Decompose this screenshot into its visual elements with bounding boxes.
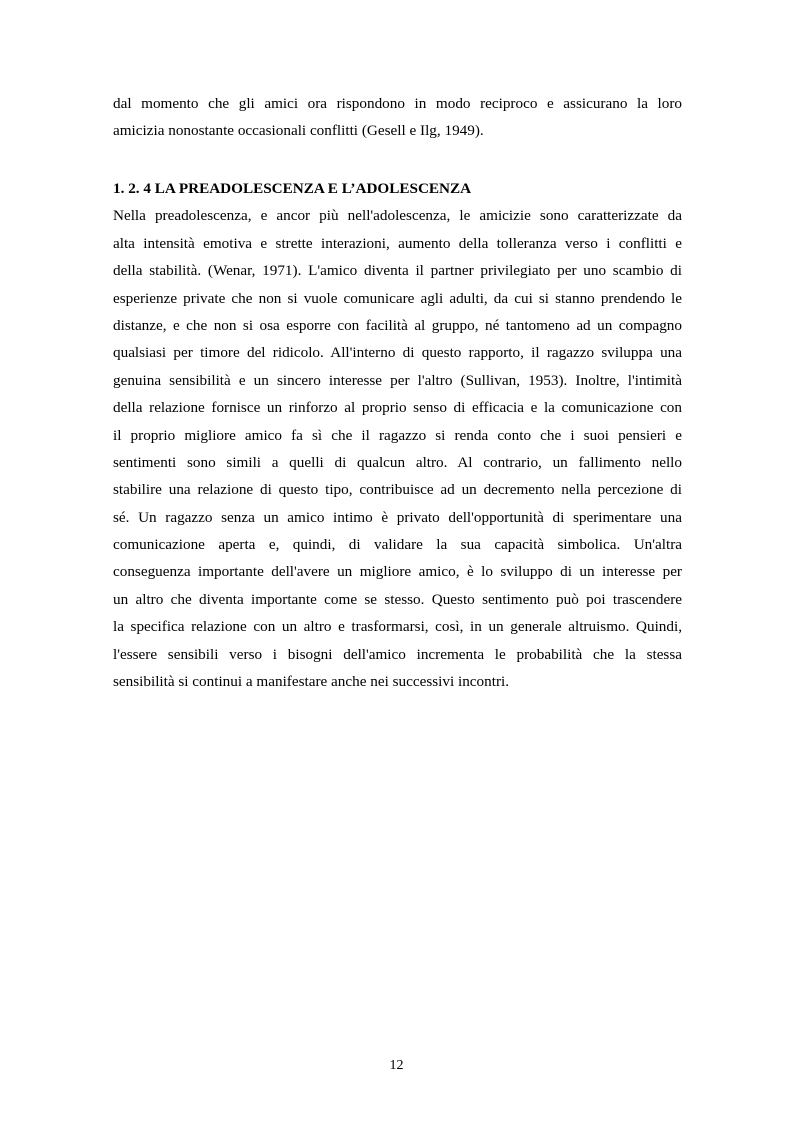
paragraph-line: Nella preadolescenza, e ancor più nell'adolescenza, le amicizie sono caratterizzate da bbox=[113, 207, 682, 225]
paragraph-line: un altro che diventa importante come se stesso. Questo sentimento può poi trascendere bbox=[113, 590, 682, 608]
paragraph-line: dal momento che gli amici ora rispondono in modo reciproco e assicurano la loro bbox=[113, 95, 682, 112]
page-number: 12 bbox=[389, 1058, 404, 1073]
paragraph-line: genuina sensibilità e un sincero interesse per l'altro (Sullivan, 1953). Inoltre, l'intimità bbox=[113, 371, 682, 389]
paragraph-line: comunicazione aperta e, quindi, di validare la sua capacità simbolica. Un'altra bbox=[113, 536, 682, 554]
paragraph-line: la specifica relazione con un altro e trasformarsi, così, in un generale altruismo. Quindi, bbox=[113, 618, 682, 636]
paragraph-line: della relazione fornisce un rinforzo al proprio senso di efficacia e la comunicazione con bbox=[113, 399, 682, 417]
paragraph-line: esperienze private che non si vuole comunicare agli adulti, da cui si stanno prendendo le bbox=[113, 289, 682, 307]
paragraph-line: il proprio migliore amico fa sì che il ragazzo si renda conto che i suoi pensieri e bbox=[113, 426, 682, 444]
paragraph-line: della stabilità. (Wenar, 1971). L'amico diventa il partner privilegiato per uno scambio di bbox=[113, 262, 682, 280]
paragraph-line: conseguenza importante dell'avere un migliore amico, è lo sviluppo di un interesse per bbox=[113, 563, 682, 581]
section-body-paragraph bbox=[113, 202, 682, 695]
paragraph-line: stabilire una relazione di questo tipo, contribuisce ad un decremento nella percezione di bbox=[113, 481, 682, 499]
paragraph-line: distanze, e che non si osa esporre con facilità al gruppo, né tantomeno ad un compagno bbox=[113, 316, 682, 334]
paragraph-line: sensibilità si continui a manifestare anche nei successivi incontri. bbox=[113, 673, 510, 691]
section-preadolescence bbox=[113, 175, 682, 695]
paragraph-line: qualsiasi per timore del ridicolo. All'interno di questo rapporto, il ragazzo sviluppa una bbox=[113, 344, 682, 362]
paragraph-line: alta intensità emotiva e strette interazioni, aumento della tolleranza verso i conflitti e bbox=[113, 234, 682, 252]
paragraph-line: sé. Un ragazzo senza un amico intimo è privato dell'opportunità di sperimentare una bbox=[113, 508, 682, 526]
continuation-paragraph bbox=[113, 90, 682, 145]
section-heading: 1. 2. 4 LA PREADOLESCENZA E L’ADOLESCENZA bbox=[113, 180, 472, 197]
paragraph-line: sentimenti sono simili a quelli di qualcun altro. Al contrario, un fallimento nello bbox=[113, 453, 682, 471]
paragraph-line: amicizia nonostante occasionali conflitti (Gesell e Ilg, 1949). bbox=[113, 122, 484, 140]
paragraph-line: l'essere sensibili verso i bisogni dell'amico incrementa le probabilità che la stessa bbox=[113, 645, 682, 663]
